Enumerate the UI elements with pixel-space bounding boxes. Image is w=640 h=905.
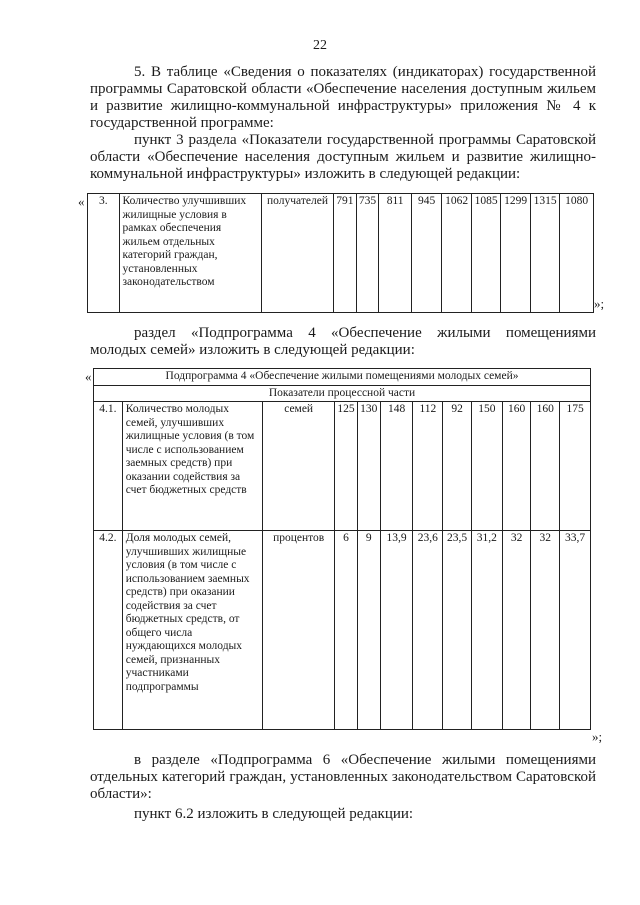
value-cell: 23,5: [443, 531, 472, 730]
table-row: [94, 531, 591, 730]
paragraph-section-5: 5. В таблице «Сведения о показателях (индикаторах) государственной программы Саратовской области «Обеспечение населения доступным жильем и развитие жилищно-коммунальной инфраструктуры» приложения № 4 к государственной программе:: [90, 64, 596, 131]
row-number: 4.1.: [94, 402, 123, 531]
value-cell: 31,2: [471, 531, 502, 730]
value-cell: 148: [380, 402, 413, 531]
table-row: [94, 402, 591, 531]
value-cell: 9: [357, 531, 380, 730]
value-cell: 1085: [471, 194, 500, 313]
open-quote: «: [85, 369, 92, 384]
table-row: [88, 194, 594, 313]
value-cell: 32: [531, 531, 560, 730]
value-cell: 150: [471, 402, 502, 531]
indicator-name: Количество улучшивших жилищные условия в рамках обеспечения жильем отдельных категорий граждан, установленных законодательством: [119, 194, 261, 313]
open-quote: «: [78, 194, 85, 209]
paragraph-item-3: пункт 3 раздела «Показатели государственной программы Саратовской области «Обеспечение населения доступным жильем и развитие жилищно-коммунальной инфраструктуры» изложить в следующей редакции:: [90, 132, 596, 182]
value-cell: 112: [413, 402, 443, 531]
value-cell: 1062: [442, 194, 471, 313]
value-cell: 811: [379, 194, 412, 313]
page-number: 22: [313, 38, 327, 53]
unit-cell: семей: [263, 402, 335, 531]
value-cell: 125: [335, 402, 358, 531]
close-quote: »;: [592, 729, 603, 744]
table-subtitle-row: [94, 385, 591, 402]
value-cell: 1315: [530, 194, 559, 313]
value-cell: 945: [411, 194, 442, 313]
value-cell: 92: [443, 402, 472, 531]
value-cell: 1299: [501, 194, 530, 313]
value-cell: 33,7: [560, 531, 591, 730]
value-cell: 32: [502, 531, 531, 730]
value-cell: 175: [560, 402, 591, 531]
value-cell: 130: [357, 402, 380, 531]
close-quote: »;: [594, 296, 605, 311]
row-number: 3.: [88, 194, 120, 313]
paragraph-subprogram-6: в разделе «Подпрограмма 6 «Обеспечение жилыми помещениями отдельных категорий граждан, установленных законодательством Саратовской области»:: [90, 752, 596, 802]
row-number: 4.2.: [94, 531, 123, 730]
indicator-name: Доля молодых семей, улучшивших жилищные условия (в том числе с использованием заемных средств) при оказании содействия за счет бюджетных средств, от общего числа нуждающихся молодых семей, признанных участниками подпрограммы: [122, 531, 263, 730]
value-cell: 23,6: [413, 531, 443, 730]
paragraph-item-6-2: пункт 6.2 изложить в следующей редакции:: [134, 806, 414, 822]
unit-cell: получателей: [261, 194, 333, 313]
value-cell: 735: [356, 194, 379, 313]
paragraph-subprogram-4: раздел «Подпрограмма 4 «Обеспечение жилыми помещениями молодых семей» изложить в следующей редакции:: [90, 325, 596, 358]
indicator-name: Количество молодых семей, улучшивших жилищные условия (в том числе с использованием заемных средств) при оказании содействия за счет бюджетных средств: [122, 402, 263, 531]
value-cell: 13,9: [380, 531, 413, 730]
value-cell: 1080: [560, 194, 594, 313]
indicator-table-subprogram-4: [93, 368, 591, 730]
value-cell: 6: [335, 531, 358, 730]
unit-cell: процентов: [263, 531, 335, 730]
table-title-row: [94, 369, 591, 386]
section-subtitle: Показатели процессной части: [94, 385, 591, 402]
value-cell: 160: [502, 402, 531, 531]
subprogram-title: Подпрограмма 4 «Обеспечение жилыми помещениями молодых семей»: [94, 369, 591, 386]
value-cell: 791: [334, 194, 357, 313]
indicator-table-item-3: [87, 193, 594, 313]
value-cell: 160: [531, 402, 560, 531]
